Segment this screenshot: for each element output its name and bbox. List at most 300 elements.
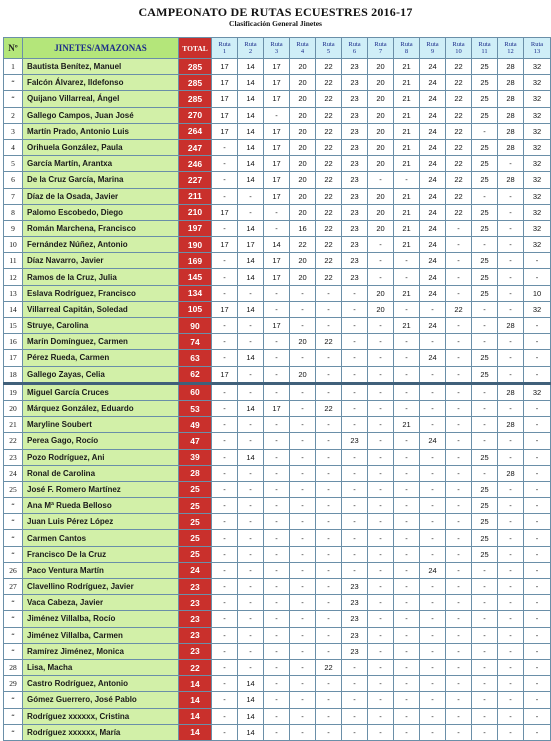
route-points-cell: -: [420, 481, 446, 497]
route-points-cell: 22: [446, 156, 472, 172]
route-points-cell: -: [316, 562, 342, 578]
total-points-cell: 270: [179, 107, 212, 123]
route-points-cell: -: [498, 350, 524, 366]
position-cell: 28: [4, 659, 23, 675]
route-points-cell: 24: [420, 562, 446, 578]
table-row: [4, 285, 551, 301]
table-row: [4, 708, 551, 724]
route-points-cell: 23: [342, 139, 368, 155]
table-row: [4, 659, 551, 675]
route-points-cell: -: [212, 627, 238, 643]
route-points-cell: 28: [498, 417, 524, 433]
route-points-cell: 32: [524, 188, 551, 204]
route-points-cell: 14: [238, 692, 264, 708]
route-points-cell: 22: [316, 253, 342, 269]
route-points-cell: 21: [394, 59, 420, 75]
route-points-cell: 17: [264, 91, 290, 107]
route-points-cell: -: [498, 562, 524, 578]
route-points-cell: 23: [342, 91, 368, 107]
route-points-cell: -: [420, 498, 446, 514]
route-points-cell: 21: [394, 204, 420, 220]
route-points-cell: 23: [342, 579, 368, 595]
route-points-cell: -: [524, 692, 551, 708]
route-points-cell: -: [420, 301, 446, 317]
route-points-cell: -: [472, 659, 498, 675]
route-points-cell: 32: [524, 59, 551, 75]
route-points-cell: -: [524, 530, 551, 546]
route-points-cell: -: [316, 417, 342, 433]
position-cell: 3: [4, 123, 23, 139]
route-points-cell: -: [212, 546, 238, 562]
route-points-cell: -: [420, 595, 446, 611]
total-points-cell: 24: [179, 562, 212, 578]
route-points-cell: 24: [420, 269, 446, 285]
column-header-route-10: [446, 38, 472, 59]
route-points-cell: 14: [238, 123, 264, 139]
route-points-cell: -: [264, 107, 290, 123]
table-row: [4, 269, 551, 285]
route-points-cell: 24: [420, 75, 446, 91]
route-points-cell: 22: [446, 139, 472, 155]
route-points-cell: -: [524, 366, 551, 383]
route-points-cell: -: [368, 692, 394, 708]
table-row: [4, 156, 551, 172]
position-cell: “: [4, 546, 23, 562]
route-points-cell: -: [316, 724, 342, 740]
route-points-cell: 20: [290, 253, 316, 269]
route-points-cell: -: [290, 465, 316, 481]
route-points-cell: -: [368, 334, 394, 350]
route-points-cell: 24: [420, 59, 446, 75]
position-cell: 23: [4, 449, 23, 465]
column-header-riders: JINETES/AMAZONAS: [23, 38, 179, 59]
route-label: Ruta: [322, 41, 335, 48]
total-points-cell: 23: [179, 579, 212, 595]
route-points-cell: 28: [498, 123, 524, 139]
route-points-cell: -: [446, 659, 472, 675]
route-points-cell: -: [498, 627, 524, 643]
route-points-cell: -: [342, 546, 368, 562]
route-points-cell: -: [446, 692, 472, 708]
route-points-cell: -: [342, 400, 368, 416]
route-points-cell: -: [524, 708, 551, 724]
rider-name-cell: Fernández Núñez, Antonio: [23, 237, 179, 253]
route-points-cell: -: [446, 627, 472, 643]
route-points-cell: -: [524, 253, 551, 269]
route-number: 10: [455, 48, 462, 55]
route-points-cell: -: [238, 530, 264, 546]
route-points-cell: -: [446, 611, 472, 627]
route-number: 3: [274, 48, 279, 55]
route-points-cell: 17: [264, 75, 290, 91]
route-points-cell: 21: [394, 91, 420, 107]
route-label: Ruta: [348, 41, 361, 48]
rider-name-cell: Carmen Cantos: [23, 530, 179, 546]
route-points-cell: 24: [420, 285, 446, 301]
position-cell: 19: [4, 383, 23, 400]
route-points-cell: -: [342, 498, 368, 514]
total-points-cell: 22: [179, 659, 212, 675]
table-row: [4, 692, 551, 708]
table-row: [4, 595, 551, 611]
route-points-cell: 25: [472, 498, 498, 514]
route-points-cell: 14: [238, 59, 264, 75]
route-points-cell: 25: [472, 91, 498, 107]
route-points-cell: 17: [264, 400, 290, 416]
route-points-cell: -: [472, 627, 498, 643]
rider-name-cell: Márquez González, Eduardo: [23, 400, 179, 416]
route-points-cell: -: [290, 433, 316, 449]
route-points-cell: -: [290, 692, 316, 708]
route-points-cell: -: [238, 285, 264, 301]
rider-name-cell: Jiménez Villalba, Carmen: [23, 627, 179, 643]
route-points-cell: 20: [368, 301, 394, 317]
route-points-cell: 23: [342, 204, 368, 220]
ranking-table: [3, 37, 551, 741]
route-points-cell: 20: [290, 172, 316, 188]
route-points-cell: 25: [472, 59, 498, 75]
total-points-cell: 60: [179, 383, 212, 400]
route-points-cell: 24: [420, 172, 446, 188]
route-points-cell: 24: [420, 253, 446, 269]
route-points-cell: -: [524, 449, 551, 465]
route-points-cell: -: [472, 643, 498, 659]
route-points-cell: -: [290, 350, 316, 366]
route-label: Ruta: [218, 41, 231, 48]
route-points-cell: 25: [472, 481, 498, 497]
route-points-cell: 20: [290, 91, 316, 107]
route-points-cell: -: [446, 546, 472, 562]
route-points-cell: -: [446, 400, 472, 416]
route-points-cell: -: [368, 627, 394, 643]
route-points-cell: -: [212, 156, 238, 172]
route-points-cell: 22: [316, 139, 342, 155]
route-points-cell: 23: [342, 627, 368, 643]
route-points-cell: -: [264, 334, 290, 350]
route-points-cell: -: [394, 708, 420, 724]
position-cell: 29: [4, 676, 23, 692]
route-points-cell: 24: [420, 204, 446, 220]
route-points-cell: -: [368, 269, 394, 285]
page-title: CAMPEONATO DE RUTAS ECUESTRES 2016-17: [138, 5, 413, 19]
route-points-cell: -: [368, 383, 394, 400]
route-points-cell: -: [238, 546, 264, 562]
route-points-cell: -: [420, 465, 446, 481]
route-points-cell: -: [316, 692, 342, 708]
route-points-cell: -: [238, 643, 264, 659]
route-points-cell: -: [316, 546, 342, 562]
route-points-cell: 14: [238, 708, 264, 724]
route-points-cell: -: [498, 253, 524, 269]
route-points-cell: 22: [446, 188, 472, 204]
route-points-cell: 25: [472, 139, 498, 155]
route-label: Ruta: [400, 41, 413, 48]
route-points-cell: 17: [212, 91, 238, 107]
route-points-cell: -: [212, 334, 238, 350]
route-points-cell: -: [212, 350, 238, 366]
position-cell: 4: [4, 139, 23, 155]
route-points-cell: -: [212, 220, 238, 236]
route-points-cell: 14: [238, 350, 264, 366]
rider-name-cell: Rodríguez xxxxxx, Cristina: [23, 708, 179, 724]
table-row: [4, 334, 551, 350]
route-points-cell: -: [394, 498, 420, 514]
route-points-cell: -: [290, 383, 316, 400]
total-points-cell: 62: [179, 366, 212, 383]
route-points-cell: -: [264, 692, 290, 708]
route-points-cell: 14: [238, 156, 264, 172]
route-points-cell: -: [264, 481, 290, 497]
total-points-cell: 25: [179, 481, 212, 497]
route-points-cell: 28: [498, 91, 524, 107]
route-points-cell: -: [498, 546, 524, 562]
route-points-cell: -: [212, 139, 238, 155]
rider-name-cell: José F. Romero Martínez: [23, 481, 179, 497]
route-points-cell: 20: [290, 188, 316, 204]
rider-name-cell: García Martín, Arantxa: [23, 156, 179, 172]
route-points-cell: -: [368, 433, 394, 449]
route-points-cell: -: [498, 269, 524, 285]
route-points-cell: 24: [420, 156, 446, 172]
route-points-cell: -: [238, 433, 264, 449]
route-label: Ruta: [270, 41, 283, 48]
column-header-route-11: [472, 38, 498, 59]
route-points-cell: -: [342, 708, 368, 724]
route-points-cell: -: [212, 530, 238, 546]
table-row: [4, 579, 551, 595]
route-points-cell: -: [420, 611, 446, 627]
column-header-route-4: [290, 38, 316, 59]
route-points-cell: -: [368, 676, 394, 692]
route-points-cell: 23: [342, 220, 368, 236]
route-points-cell: -: [316, 383, 342, 400]
column-header-route-5: [316, 38, 342, 59]
route-points-cell: -: [420, 659, 446, 675]
position-cell: “: [4, 611, 23, 627]
route-points-cell: -: [342, 724, 368, 740]
route-points-cell: -: [446, 530, 472, 546]
route-points-cell: 20: [290, 107, 316, 123]
route-points-cell: -: [342, 530, 368, 546]
route-points-cell: -: [342, 514, 368, 530]
route-points-cell: 23: [342, 188, 368, 204]
route-points-cell: -: [264, 659, 290, 675]
route-points-cell: 28: [498, 59, 524, 75]
total-points-cell: 53: [179, 400, 212, 416]
route-points-cell: -: [316, 465, 342, 481]
route-points-cell: -: [446, 498, 472, 514]
route-points-cell: 14: [238, 91, 264, 107]
route-points-cell: -: [472, 692, 498, 708]
total-points-cell: 47: [179, 433, 212, 449]
route-points-cell: -: [212, 498, 238, 514]
route-points-cell: -: [524, 269, 551, 285]
table-body: [4, 59, 551, 741]
total-points-cell: 285: [179, 59, 212, 75]
route-points-cell: 21: [394, 188, 420, 204]
route-points-cell: 22: [446, 107, 472, 123]
route-points-cell: -: [498, 724, 524, 740]
rider-name-cell: Bautista Benítez, Manuel: [23, 59, 179, 75]
route-points-cell: -: [368, 481, 394, 497]
total-points-cell: 14: [179, 724, 212, 740]
total-points-cell: 63: [179, 350, 212, 366]
position-cell: 5: [4, 156, 23, 172]
route-points-cell: 24: [420, 139, 446, 155]
route-points-cell: 20: [368, 107, 394, 123]
route-points-cell: -: [290, 301, 316, 317]
route-points-cell: -: [212, 318, 238, 334]
route-points-cell: 23: [342, 611, 368, 627]
route-points-cell: 21: [394, 237, 420, 253]
route-label: Ruta: [530, 41, 544, 48]
route-points-cell: 25: [472, 253, 498, 269]
route-points-cell: -: [368, 350, 394, 366]
rider-name-cell: Díaz de la Osada, Javier: [23, 188, 179, 204]
route-points-cell: -: [420, 627, 446, 643]
route-points-cell: -: [524, 318, 551, 334]
position-cell: 16: [4, 334, 23, 350]
route-points-cell: -: [238, 579, 264, 595]
route-points-cell: 17: [264, 318, 290, 334]
route-points-cell: -: [524, 643, 551, 659]
route-points-cell: 24: [420, 220, 446, 236]
route-points-cell: -: [290, 659, 316, 675]
rider-name-cell: Martín Prado, Antonio Luis: [23, 123, 179, 139]
route-points-cell: 21: [394, 75, 420, 91]
route-points-cell: -: [368, 449, 394, 465]
route-points-cell: -: [420, 546, 446, 562]
position-cell: “: [4, 498, 23, 514]
table-row: [4, 481, 551, 497]
route-points-cell: 16: [290, 220, 316, 236]
total-points-cell: 247: [179, 139, 212, 155]
route-points-cell: -: [212, 659, 238, 675]
total-points-cell: 14: [179, 692, 212, 708]
route-points-cell: -: [264, 220, 290, 236]
route-label: Ruta: [504, 41, 517, 48]
table-row: [4, 449, 551, 465]
total-points-cell: 25: [179, 514, 212, 530]
total-points-cell: 14: [179, 676, 212, 692]
rider-name-cell: Ana Mª Rueda Belloso: [23, 498, 179, 514]
route-points-cell: -: [238, 498, 264, 514]
rider-name-cell: Juan Luis Pérez López: [23, 514, 179, 530]
route-points-cell: -: [524, 433, 551, 449]
route-points-cell: -: [524, 465, 551, 481]
route-points-cell: 32: [524, 75, 551, 91]
route-points-cell: 17: [264, 269, 290, 285]
route-points-cell: -: [212, 188, 238, 204]
route-points-cell: 32: [524, 123, 551, 139]
route-points-cell: -: [498, 530, 524, 546]
route-label: Ruta: [452, 41, 465, 48]
position-cell: 1: [4, 59, 23, 75]
route-points-cell: -: [368, 172, 394, 188]
route-points-cell: -: [420, 334, 446, 350]
route-points-cell: 24: [420, 433, 446, 449]
route-points-cell: 14: [238, 269, 264, 285]
route-points-cell: 17: [212, 59, 238, 75]
route-points-cell: 17: [264, 139, 290, 155]
route-points-cell: 23: [342, 253, 368, 269]
route-points-cell: -: [524, 611, 551, 627]
route-points-cell: 25: [472, 350, 498, 366]
route-points-cell: 23: [342, 237, 368, 253]
route-points-cell: -: [472, 188, 498, 204]
rider-name-cell: Lisa, Macha: [23, 659, 179, 675]
route-points-cell: -: [316, 676, 342, 692]
route-points-cell: 28: [498, 383, 524, 400]
route-points-cell: -: [368, 643, 394, 659]
route-points-cell: -: [498, 611, 524, 627]
route-points-cell: 28: [498, 139, 524, 155]
total-points-cell: 14: [179, 708, 212, 724]
route-points-cell: 14: [238, 724, 264, 740]
route-points-cell: 20: [368, 123, 394, 139]
route-points-cell: -: [394, 546, 420, 562]
route-points-cell: 28: [498, 465, 524, 481]
position-cell: 22: [4, 433, 23, 449]
route-points-cell: 32: [524, 237, 551, 253]
table-row: [4, 530, 551, 546]
table-row: [4, 417, 551, 433]
total-points-cell: 285: [179, 91, 212, 107]
route-points-cell: 21: [394, 318, 420, 334]
route-points-cell: -: [316, 481, 342, 497]
table-row: [4, 562, 551, 578]
table-row: [4, 611, 551, 627]
rider-name-cell: Ronal de Carolina: [23, 465, 179, 481]
route-points-cell: 32: [524, 220, 551, 236]
route-points-cell: -: [368, 237, 394, 253]
route-points-cell: -: [264, 627, 290, 643]
route-points-cell: -: [238, 465, 264, 481]
table-row: [4, 643, 551, 659]
route-points-cell: -: [264, 498, 290, 514]
route-points-cell: 25: [472, 75, 498, 91]
route-points-cell: 17: [212, 204, 238, 220]
route-points-cell: -: [498, 400, 524, 416]
route-points-cell: -: [238, 383, 264, 400]
route-points-cell: -: [264, 449, 290, 465]
route-points-cell: 20: [368, 204, 394, 220]
route-points-cell: -: [212, 253, 238, 269]
route-points-cell: 22: [316, 400, 342, 416]
route-points-cell: -: [264, 643, 290, 659]
route-points-cell: -: [290, 643, 316, 659]
route-points-cell: -: [420, 383, 446, 400]
route-points-cell: 17: [264, 188, 290, 204]
rider-name-cell: Clavellino Rodríguez, Javier: [23, 579, 179, 595]
route-points-cell: -: [316, 498, 342, 514]
route-points-cell: -: [420, 579, 446, 595]
rider-name-cell: Eslava Rodríguez, Francisco: [23, 285, 179, 301]
route-points-cell: 14: [238, 172, 264, 188]
route-points-cell: -: [472, 383, 498, 400]
table-header-row: [4, 38, 551, 59]
route-points-cell: 20: [368, 220, 394, 236]
route-points-cell: -: [524, 724, 551, 740]
route-points-cell: -: [212, 579, 238, 595]
route-points-cell: -: [394, 595, 420, 611]
route-points-cell: -: [316, 611, 342, 627]
route-points-cell: -: [394, 643, 420, 659]
route-points-cell: -: [472, 676, 498, 692]
route-points-cell: 23: [342, 433, 368, 449]
route-points-cell: 17: [212, 301, 238, 317]
position-cell: “: [4, 595, 23, 611]
